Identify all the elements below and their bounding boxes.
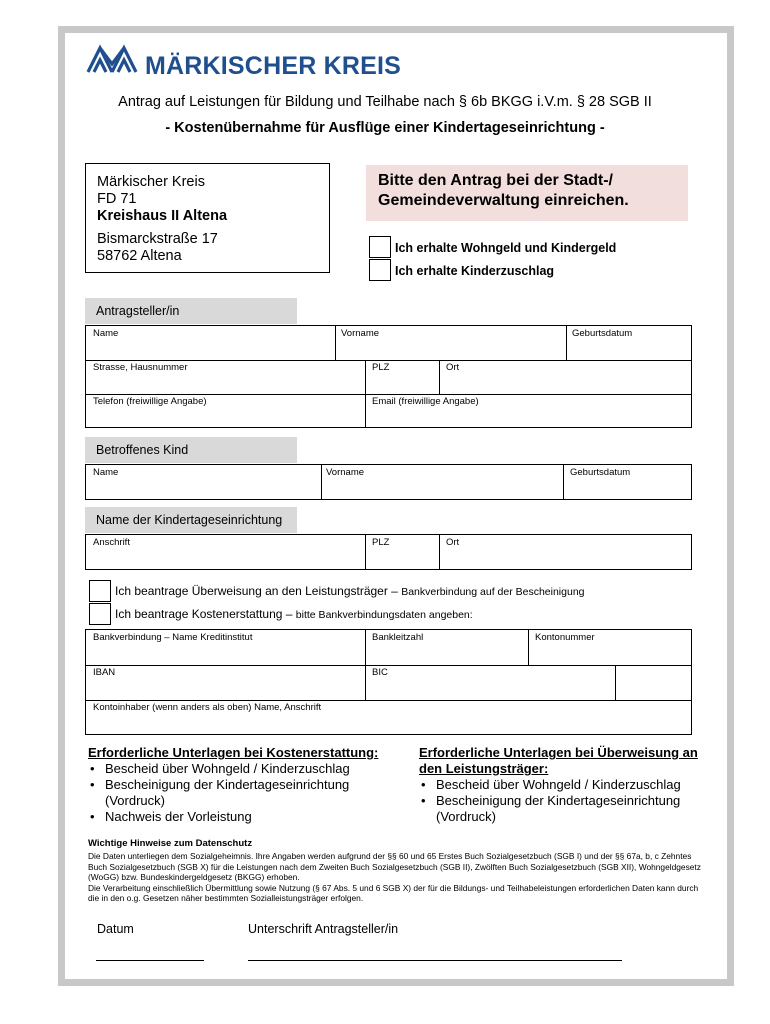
date-label: Datum <box>97 922 134 936</box>
section-applicant: Antragsteller/in <box>85 298 297 324</box>
refund-label-main: Ich beantrage Kostenerstattung – <box>115 607 296 621</box>
refund-requirements-heading: Erforderliche Unterlagen bei Kostenerstattung: <box>88 745 379 760</box>
applicant-vorname-field[interactable]: Vorname <box>341 328 380 339</box>
list-item: • Nachweis der Vorleistung <box>88 809 388 825</box>
logo-wordmark: MÄRKISCHER KREIS <box>145 52 401 80</box>
signature-label: Unterschrift Antragsteller/in <box>248 922 399 936</box>
transfer-checkbox-label <box>115 584 585 598</box>
list-item: • Bescheinigung der Kindertageseinrichtung (Vordruck) <box>88 777 380 809</box>
recipient-address <box>85 163 330 273</box>
submission-notice <box>366 165 688 221</box>
privacy-paragraph-2: Die Verarbeitung einschließlich Übermittlung sowie Nutzung (§ 67 Abs. 5 und 6 SGB X) der für die Bildungs- und Teilhabeleistungen erforderlichen Daten kann durch die in den o.g. Gesetzen näher bestimmten Sozialleistungsträger erfolgen. <box>88 882 699 903</box>
address-line-3: Kreishaus II Altena <box>97 208 228 224</box>
notice-line-1: Bitte den Antrag bei der Stadt-/ <box>378 172 613 189</box>
refund-checkbox-label <box>115 607 473 621</box>
list-item: • Bescheid über Wohngeld / Kinderzuschlag <box>419 777 709 793</box>
wohngeld-checkbox-label: Ich erhalte Wohngeld und Kindergeld <box>395 241 617 255</box>
address-line-1: Märkischer Kreis <box>97 174 205 190</box>
form-subtitle: - Kostenübernahme für Ausflüge einer Kindertageseinrichtung - <box>165 120 605 136</box>
transfer-requirements-heading: Erforderliche Unterlagen bei Überweisung an den Leistungsträger: <box>419 745 698 776</box>
transfer-requirements-list <box>419 777 709 825</box>
bank-blz-field[interactable]: Bankleitzahl <box>372 632 424 643</box>
bank-konto-field[interactable]: Kontonummer <box>535 632 595 643</box>
child-geburtsdatum-field[interactable]: Geburtsdatum <box>570 467 631 478</box>
applicant-telefon-field[interactable]: Telefon (freiwillige Angabe) <box>93 396 207 407</box>
notice-line-2: Gemeindeverwaltung einreichen. <box>378 192 629 209</box>
bank-inhaber-field[interactable]: Kontoinhaber (wenn anders als oben) Name, Anschrift <box>93 702 322 713</box>
address-line-2: FD 71 <box>97 191 137 207</box>
applicant-name-field[interactable]: Name <box>93 328 119 339</box>
applicant-plz-field[interactable]: PLZ <box>372 362 390 373</box>
facility-ort-field[interactable]: Ort <box>446 537 460 548</box>
privacy-heading: Wichtige Hinweise zum Datenschutz <box>88 838 253 849</box>
applicant-ort-field[interactable]: Ort <box>446 362 460 373</box>
markischer-kreis-logo-icon <box>86 44 140 74</box>
date-line[interactable] <box>96 960 204 961</box>
transfer-label-note: Bankverbindung auf der Bescheinigung <box>401 586 585 598</box>
address-line-4: Bismarckstraße 17 <box>97 231 218 247</box>
kinderzuschlag-checkbox[interactable] <box>369 259 391 281</box>
applicant-table <box>85 325 692 428</box>
child-vorname-field[interactable]: Vorname <box>326 467 365 478</box>
applicant-geburtsdatum-field[interactable]: Geburtsdatum <box>572 328 633 339</box>
list-item: • Bescheid über Wohngeld / Kinderzuschlag <box>88 761 388 777</box>
facility-anschrift-field[interactable]: Anschrift <box>93 537 130 548</box>
bank-iban-field[interactable]: IBAN <box>93 667 116 678</box>
section-facility: Name der Kindertageseinrichtung <box>85 507 297 533</box>
section-child: Betroffenes Kind <box>85 437 297 463</box>
address-line-5: 58762 Altena <box>97 248 182 264</box>
applicant-strasse-field[interactable]: Strasse, Hausnummer <box>93 362 188 373</box>
refund-label-note: bitte Bankverbindungsdaten angeben: <box>295 609 473 621</box>
refund-requirements-list <box>88 761 388 825</box>
form-title: Antrag auf Leistungen für Bildung und Teilhabe nach § 6b BKGG i.V.m. § 28 SGB II <box>118 94 652 110</box>
privacy-paragraph-1: Die Daten unterliegen dem Sozialgeheimnis. Ihre Angaben werden aufgrund der §§ 60 und 65 Erstes Buch Sozialgesetzbuch (SGB I) und der §§ 67a, b, c Zehntes Buch Sozialgesetzbuch (SGB X) für die Leistungen nach dem Zweiten Buch Sozialgesetzbuch (SGB II), Zwölften Buch Sozialgesetzbuch (SGB XII), Wohngeldgesetz (WoGG) bzw. Bundeskindergeldgesetz (BKGG) erhoben. <box>88 851 701 882</box>
bank-table <box>85 629 692 735</box>
applicant-email-field[interactable]: Email (freiwillige Angabe) <box>372 396 479 407</box>
signature-line[interactable] <box>248 960 622 961</box>
kinderzuschlag-checkbox-label: Ich erhalte Kinderzuschlag <box>395 264 555 278</box>
transfer-checkbox[interactable] <box>89 580 111 602</box>
refund-checkbox[interactable] <box>89 603 111 625</box>
bank-institut-field[interactable]: Bankverbindung – Name Kreditinstitut <box>93 632 253 643</box>
list-item: • Bescheinigung der Kindertageseinrichtung (Vordruck) <box>419 793 708 825</box>
transfer-label-main: Ich beantrage Überweisung an den Leistungsträger – <box>115 584 402 598</box>
bank-bic-field[interactable]: BIC <box>372 667 388 678</box>
wohngeld-checkbox[interactable] <box>369 236 391 258</box>
facility-plz-field[interactable]: PLZ <box>372 537 390 548</box>
child-name-field[interactable]: Name <box>93 467 119 478</box>
privacy-text <box>88 851 708 904</box>
